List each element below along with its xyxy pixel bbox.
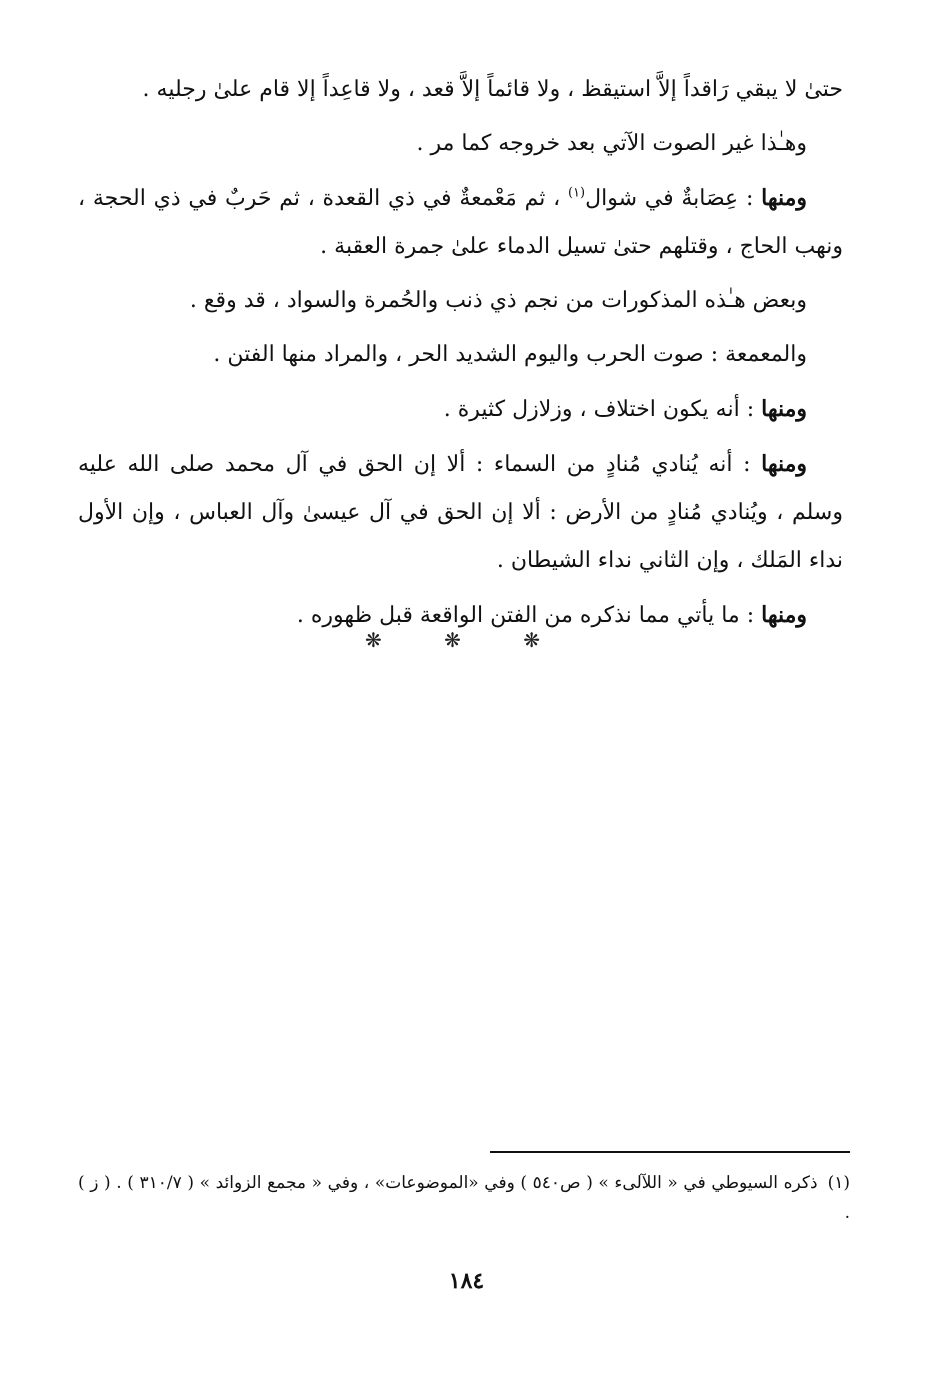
footnote-number: (١) <box>827 1173 850 1193</box>
lead-word: ومنها <box>761 396 807 422</box>
footnote-1 <box>78 1168 850 1228</box>
paragraph-6: ومنها : أنه يكون اختلاف ، وزلازل كثيرة . <box>443 396 807 422</box>
paragraph-8: ومنها : ما يأتي مما نذكره من الفتن الواقعة قبل ظهوره . <box>296 602 807 628</box>
main-text <box>78 66 843 646</box>
paragraph-3: ومنها : عِصَابةٌ في شوال$^{(١)}$ ، ثم مَعْمعةٌ في ذي القعدة ، ثم حَربٌ في ذي الحجة ، ونهب الحاج ، وقتلهم حتىٰ تسيل الدماء علىٰ جمرة العقبة . <box>78 185 843 259</box>
paragraph-4: وبعض هـٰذه المذكورات من نجم ذي ذنب والحُمرة والسواد ، قد وقع . <box>189 288 807 313</box>
page-number: ١٨٤ <box>448 1268 485 1294</box>
section-ornament: ❋ ❋ ❋ <box>365 628 568 652</box>
paragraph-1: حتىٰ لا يبقي رَاقداً إلاَّ استيقظ ، ولا قائماً إلاَّ قعد ، ولا قاعِداً إلا قام علىٰ رجليه . <box>142 77 843 102</box>
lead-word: ومنها <box>761 451 807 477</box>
footnote-text: ذكره السيوطي في « اللآلىء » ( ص٥٤٠ ) وفي «الموضوعات» ، وفي « مجمع الزوائد » ( ٣١٠/٧ ) . ( ز ) . <box>78 1173 850 1223</box>
paragraph-2: وهـٰذا غير الصوت الآتي بعد خروجه كما مر . <box>416 131 807 156</box>
footnote-marker[interactable]: (١) <box>567 185 586 201</box>
lead-word: ومنها <box>761 602 807 628</box>
paragraph-5: والمعمعة : صوت الحرب واليوم الشديد الحر ، والمراد منها الفتن . <box>213 342 807 367</box>
footnote-divider <box>490 1151 850 1153</box>
footnotes <box>78 1168 850 1228</box>
lead-word: ومنها <box>761 185 807 211</box>
paragraph-7: ومنها : أنه يُنادي مُنادٍ من السماء : ألا إن الحق في آل محمد صلى الله عليه وسلم ، ويُنادي مُنادٍ من الأرض : ألا إن الحق في آل عيسىٰ وآل العباس ، وإن الأول نداء المَلك ، وإن الثاني نداء الشيطان . <box>78 451 843 573</box>
